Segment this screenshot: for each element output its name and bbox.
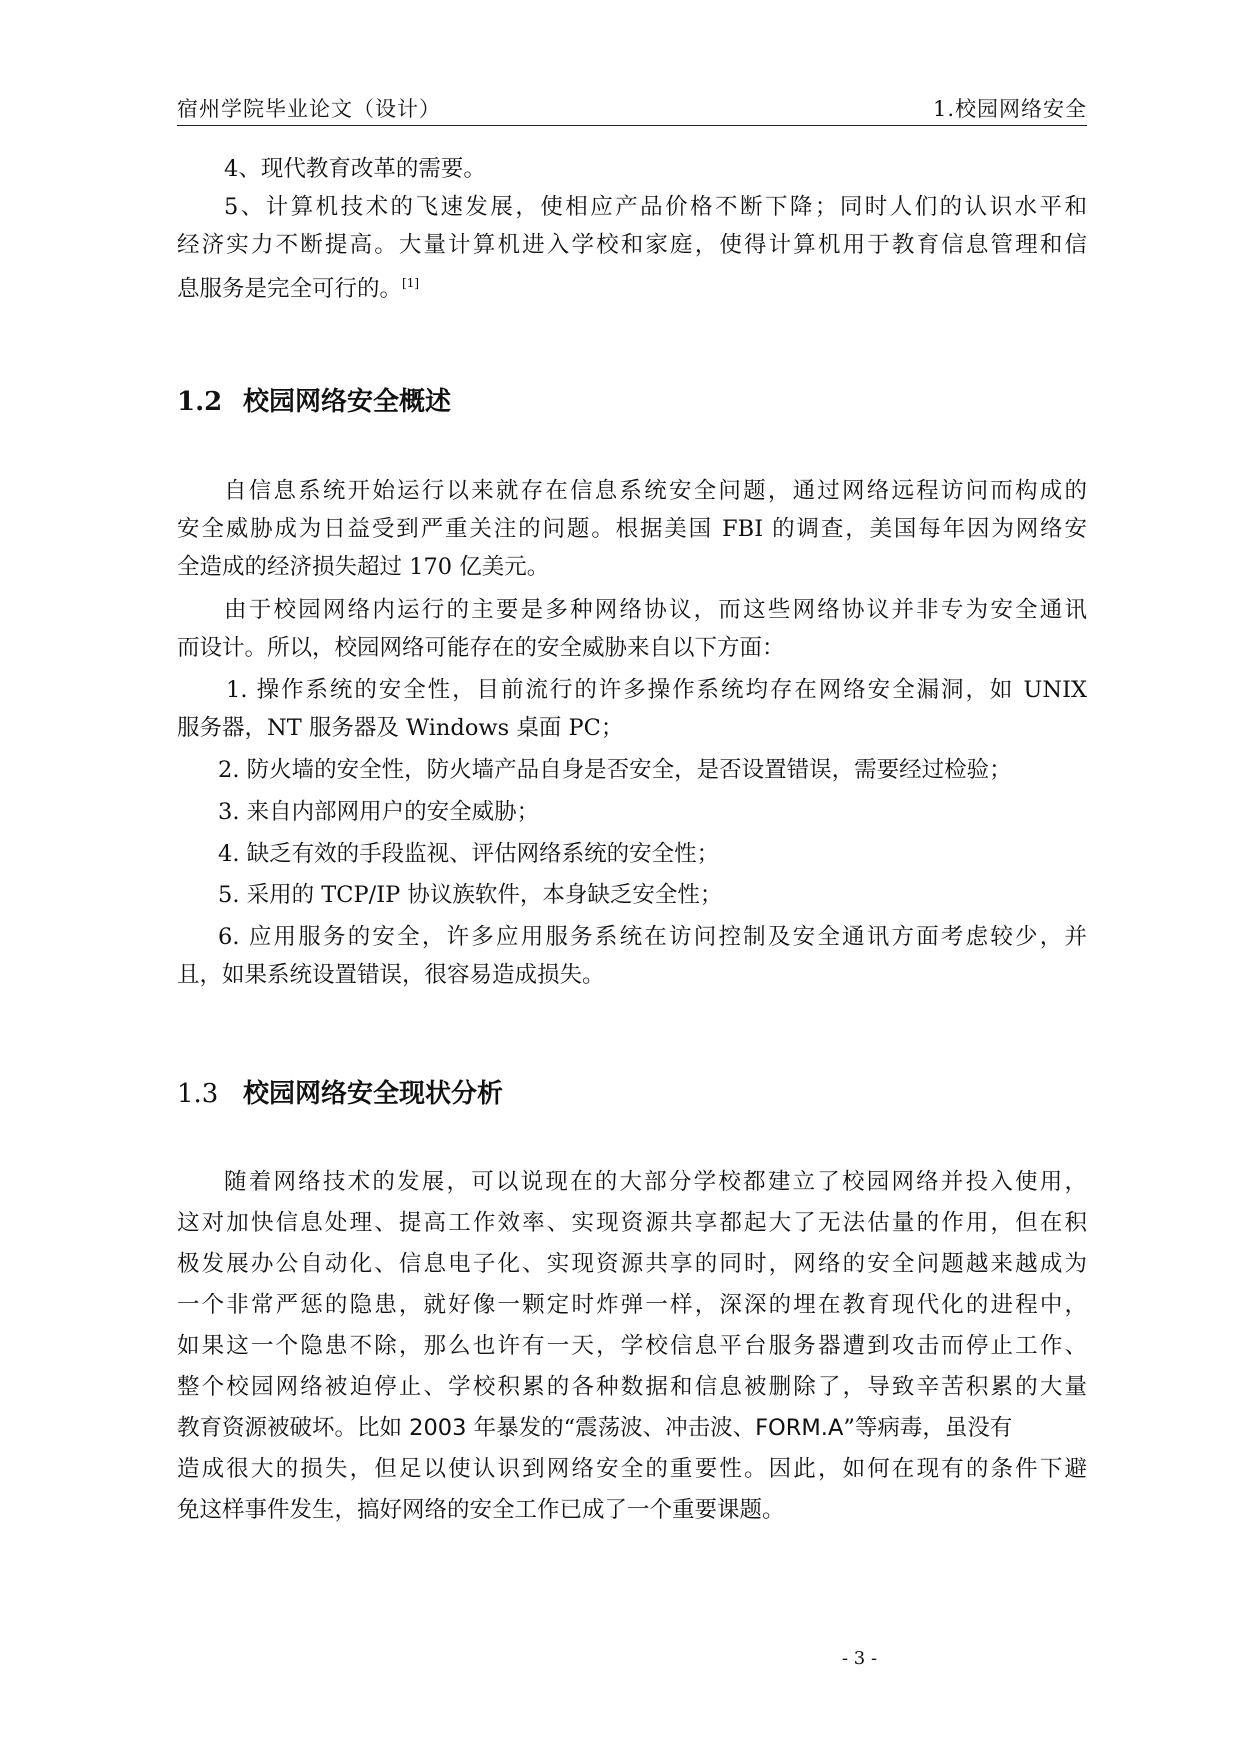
section-title: 校园网络安全现状分析 (243, 1079, 504, 1109)
para-line: 造成很大的损失，但足以使认识到网络安全的重要性。因此，如何在现有的条件下避 (177, 1456, 1087, 1482)
running-header (177, 93, 1087, 127)
list-item: 1. 操作系统的安全性，目前流行的许多操作系统均存在网络安全漏洞，如 UNIX (226, 677, 1087, 703)
header-thesis-title: 宿州学院毕业论文（设计） (177, 97, 441, 121)
intro-line-4 (177, 268, 419, 304)
para-line: 这对加快信息处理、提高工作效率、实现资源共享都起大了无法估量的作用，但在积 (177, 1210, 1087, 1236)
section-heading-1-3 (177, 1073, 503, 1110)
para-line: 一个非常严惩的隐患，就好像一颗定时炸弹一样，深深的埋在教育现代化的进程中， (177, 1292, 1087, 1318)
list-item: 6. 应用服务的安全，许多应用服务系统在访问控制及安全通讯方面考虑较少，并 (218, 924, 1087, 950)
para-line: 全造成的经济损失超过 170 亿美元。 (177, 554, 550, 580)
para-line: 而设计。所以，校园网络可能存在的安全威胁来自以下方面： (177, 635, 785, 661)
text-run: 教育资源被破坏。比如 (177, 1415, 403, 1441)
virus-name: FORM.A (755, 1415, 844, 1441)
para-line: 自信息系统开始运行以来就存在信息系统安全问题，通过网络远程访问而构成的 (224, 478, 1087, 504)
section-number: 1.3 (177, 1079, 219, 1109)
page-number-text: - 3 - (842, 1648, 878, 1669)
para-line: 安全威胁成为日益受到严重关注的问题。根据美国 FBI 的调查，美国每年因为网络安 (177, 516, 1087, 542)
list-item: 5. 采用的 TCP/IP 协议族软件，本身缺乏安全性； (218, 882, 723, 908)
header-rule (177, 125, 1087, 126)
intro-line-2: 5、计算机技术的飞速发展，使相应产品价格不断下降；同时人们的认识水平和 (224, 194, 1087, 220)
list-item-cont: 且，如果系统设置错误，很容易造成损失。 (177, 962, 605, 988)
list-item: 2. 防火墙的安全性，防火墙产品自身是否安全，是否设置错误，需要经过检验； (218, 757, 1012, 783)
list-item: 3. 来自内部网用户的安全威胁； (218, 799, 540, 825)
citation-ref: [1] (402, 276, 420, 290)
para-line: 整个校园网络被迫停止、学校积累的各种数据和信息被删除了，导致辛苦积累的大量 (177, 1374, 1087, 1400)
para-line: 由于校园网络内运行的主要是多种网络协议，而这些网络协议并非专为安全通讯 (224, 597, 1087, 623)
list-item-cont: 服务器，NT 服务器及 Windows 桌面 PC； (177, 715, 624, 741)
section-heading-1-2 (177, 381, 451, 418)
section-number: 1.2 (177, 387, 223, 417)
intro-line-1: 4、现代教育改革的需要。 (224, 156, 486, 182)
para-line: 免这样事件发生，搞好网络的安全工作已成了一个重要课题。 (177, 1497, 785, 1523)
text-run: 年暴发的“震荡波、冲击波、 (473, 1415, 756, 1441)
list-item: 4. 缺乏有效的手段监视、评估网络系统的安全性； (218, 841, 720, 867)
section-title: 校园网络安全概述 (243, 387, 452, 417)
text-run: ”等病毒，虽没有 (843, 1415, 1013, 1441)
para-line-mixed (177, 1413, 1087, 1443)
year-text: 2003 (402, 1415, 474, 1441)
para-line: 如果这一个隐患不除，那么也许有一天，学校信息平台服务器遭到攻击而停止工作、 (177, 1333, 1087, 1359)
header-chapter-title: 1.校园网络安全 (932, 97, 1087, 121)
intro-line-4-text: 息服务是完全可行的。 (177, 276, 403, 302)
para-line: 极发展办公自动化、信息电子化、实现资源共享的同时，网络的安全问题越来越成为 (177, 1251, 1087, 1277)
intro-line-3: 经济实力不断提高。大量计算机进入学校和家庭，使得计算机用于教育信息管理和信 (177, 232, 1087, 258)
para-line: 随着网络技术的发展，可以说现在的大部分学校都建立了校园网络并投入使用， (224, 1169, 1087, 1195)
